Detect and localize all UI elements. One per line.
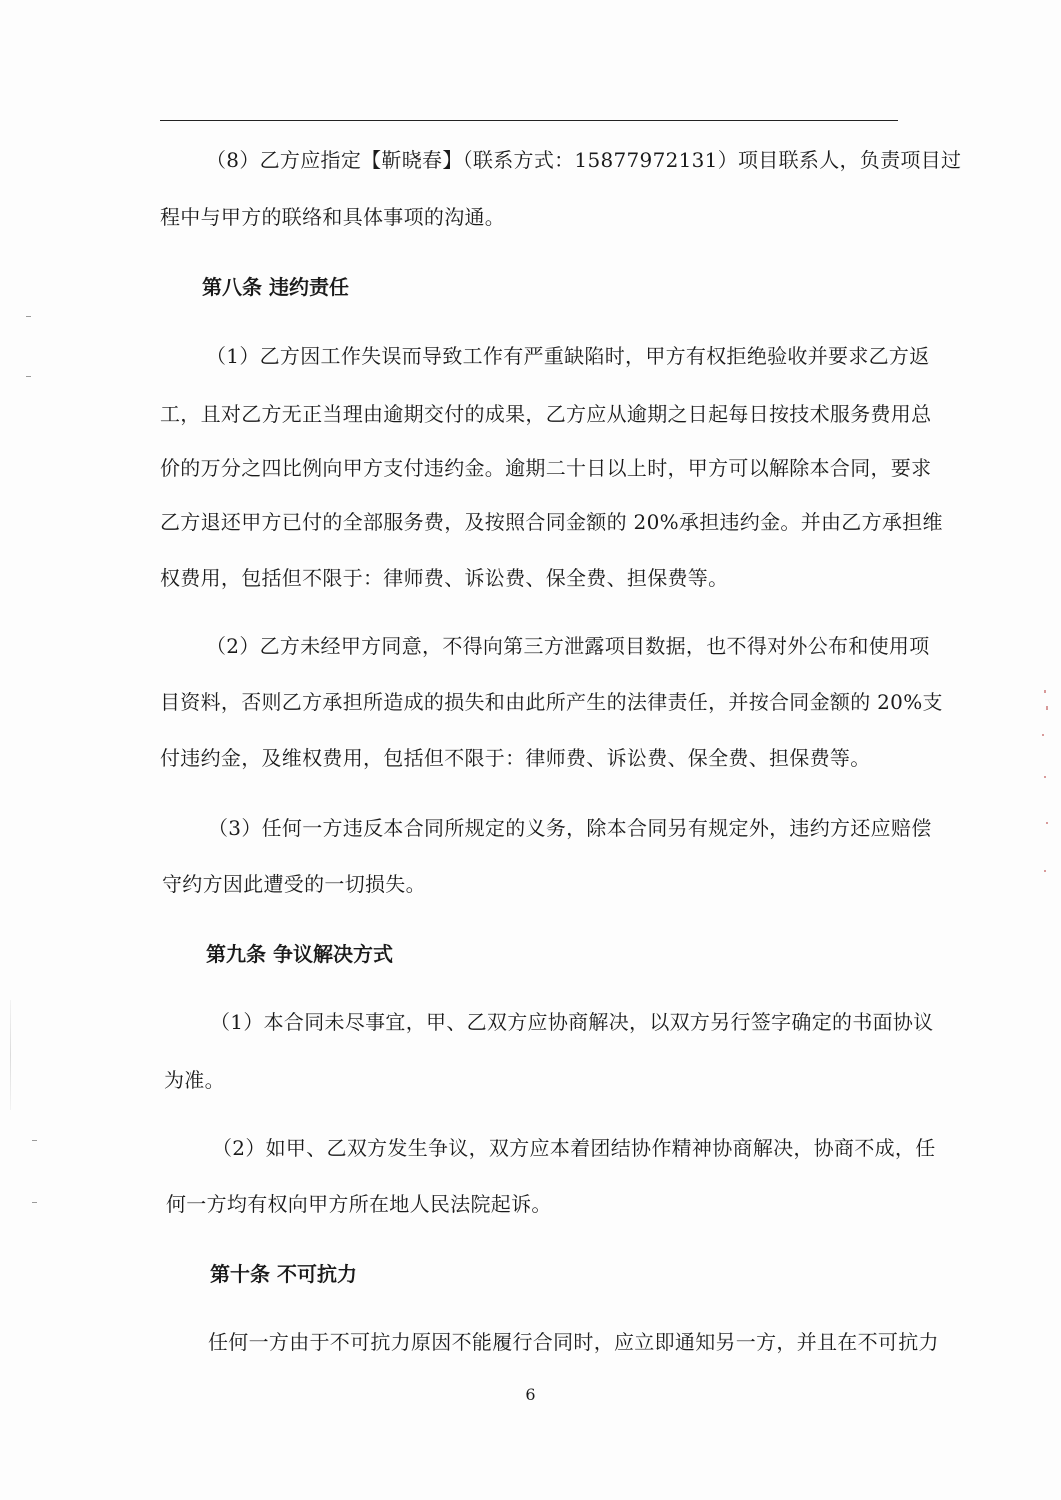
clause-8-line-1: （8）乙方应指定【靳晓春】（联系方式：15877972131）项目联系人，负责项目过	[206, 148, 962, 172]
article-8-item-2-line-3: 付违约金，及维权费用，包括但不限于：律师费、诉讼费、保全费、担保费等。	[160, 746, 871, 770]
scan-speck	[1046, 822, 1048, 824]
article-10-heading: 第十条 不可抗力	[210, 1262, 357, 1286]
article-8-item-3-line-2: 守约方因此遭受的一切损失。	[162, 872, 426, 896]
article-8-item-1-line-3: 价的万分之四比例向甲方支付违约金。逾期二十日以上时，甲方可以解除本合同，要求	[160, 456, 932, 480]
scan-speck	[32, 1140, 37, 1141]
article-9-heading: 第九条 争议解决方式	[206, 942, 393, 966]
article-8-item-3-line-1: （3）任何一方违反本合同所规定的义务，除本合同另有规定外，违约方还应赔偿	[208, 816, 932, 840]
article-8-item-1-line-2: 工，且对乙方无正当理由逾期交付的成果，乙方应从逾期之日起每日按技术服务费用总	[160, 402, 932, 426]
scan-speck	[1044, 776, 1046, 778]
article-8-item-2-line-2: 目资料，否则乙方承担所造成的损失和由此所产生的法律责任，并按合同金额的 20%支	[160, 690, 943, 714]
article-9-item-2-line-2: 何一方均有权向甲方所在地人民法院起诉。	[166, 1192, 552, 1216]
header-rule	[160, 120, 898, 121]
article-8-item-1-line-5: 权费用，包括但不限于：律师费、诉讼费、保全费、担保费等。	[160, 566, 729, 590]
page-number: 6	[525, 1385, 536, 1404]
scan-speck	[1042, 734, 1044, 736]
article-9-item-1-line-2: 为准。	[164, 1068, 225, 1092]
scan-speck	[1044, 870, 1046, 872]
article-8-item-1-line-1: （1）乙方因工作失误而导致工作有严重缺陷时，甲方有权拒绝验收并要求乙方返	[206, 344, 930, 368]
scan-edge-shadow	[10, 1000, 11, 1110]
scan-speck	[26, 316, 31, 317]
clause-8-line-2: 程中与甲方的联络和具体事项的沟通。	[160, 205, 506, 229]
article-9-item-1-line-1: （1）本合同未尽事宜，甲、乙双方应协商解决，以双方另行签字确定的书面协议	[210, 1010, 934, 1034]
article-8-heading: 第八条 违约责任	[202, 275, 349, 299]
scan-speck	[26, 376, 31, 377]
article-9-item-2-line-1: （2）如甲、乙双方发生争议，双方应本着团结协作精神协商解决，协商不成，任	[212, 1136, 936, 1160]
scan-speck	[32, 1202, 37, 1203]
article-10-line-1: 任何一方由于不可抗力原因不能履行合同时，应立即通知另一方，并且在不可抗力	[208, 1330, 939, 1354]
scan-speck	[1044, 690, 1046, 693]
article-8-item-1-line-4: 乙方退还甲方已付的全部服务费，及按照合同金额的 20%承担违约金。并由乙方承担维	[160, 510, 943, 534]
scan-speck	[1046, 706, 1048, 710]
article-8-item-2-line-1: （2）乙方未经甲方同意，不得向第三方泄露项目数据，也不得对外公布和使用项	[206, 634, 930, 658]
